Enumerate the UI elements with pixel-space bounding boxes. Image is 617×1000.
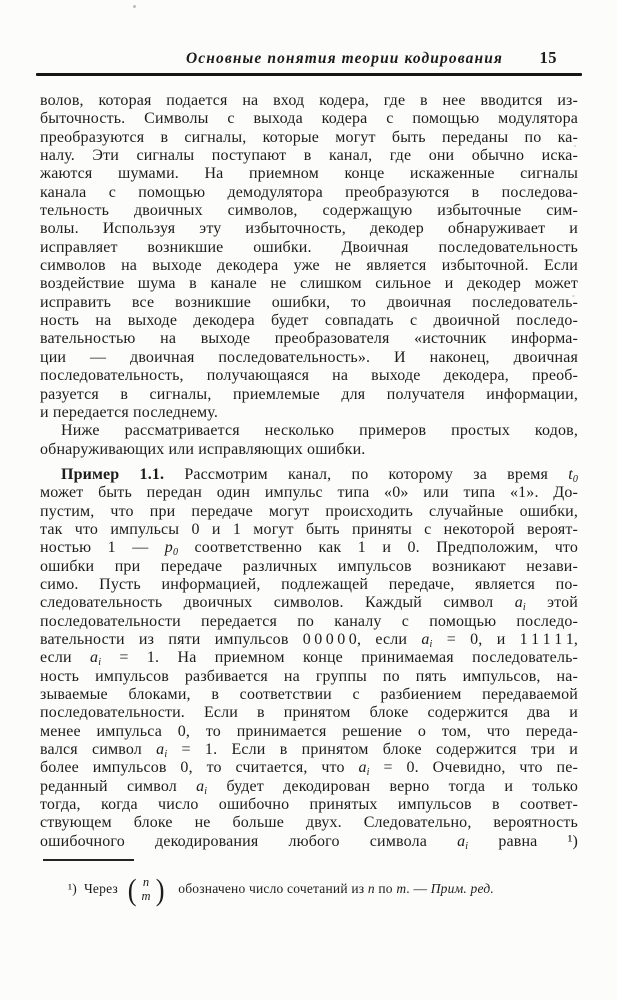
text-line: симо. Пусть информацией, подлежащей передаче, является по- xyxy=(40,575,578,593)
text-line: жаются шумами. На приемном конце искаженные сигналы xyxy=(40,165,578,183)
text-line: так что импульсы 0 и 1 могут быть приняты с некоторой вероят- xyxy=(40,520,578,538)
text-line: волы. Используя эту избыточность, декодер обнаруживает и xyxy=(40,220,578,238)
binomial-coefficient xyxy=(127,871,165,907)
text-line: вательности из пяти импульсов 0 0 0 0 0, если $a_i = 0$, и 1 1 1 1 1, xyxy=(40,630,578,650)
binomial-m: m xyxy=(141,889,151,903)
text-line: Пример 1.1. Рассмотрим канал, по которому за время $t_0$ xyxy=(61,465,578,485)
text-line: тогда, когда число ошибочно принятых импульсов в соответ- xyxy=(40,796,578,814)
text-line: канала с помощью демодулятора преобразуются в последова- xyxy=(40,183,578,201)
text-line: вался символ $a_i = 1$. Если в принятом блоке содержится три и xyxy=(40,741,578,761)
text-line: ностью 1 — $p_0$ соответственно как 1 и 0. Предположим, что xyxy=(40,539,578,559)
text-line: обнаруживающих или исправляющих ошибки. xyxy=(40,440,366,458)
text-line: ность на выходе декодера будет совпадать с двоичной последо- xyxy=(40,312,578,330)
binomial-fraction xyxy=(138,875,155,904)
text-line: ствующем блоке не больше двух. Следовательно, вероятность xyxy=(40,814,578,832)
footnote-text-segment: m xyxy=(396,881,407,896)
footnote-text-segment: Прим. ред. xyxy=(430,881,494,896)
text-line: может быть передан один импульс типа «0» или типа «1». До- xyxy=(40,484,578,502)
header-rule xyxy=(36,73,582,76)
footnote-rule xyxy=(43,859,134,861)
footnote xyxy=(40,868,578,910)
text-line: ность импульсов разбивается на группы по пять импульсов, на- xyxy=(40,667,578,685)
text-line: менее импульса 0, то принимается решение о том, что переда- xyxy=(40,722,578,740)
body-text xyxy=(40,92,578,851)
text-line: и передается последнему. xyxy=(40,403,218,421)
text-line: ции — двоичная последовательность». И наконец, двоичная xyxy=(40,348,578,366)
text-line: налу. Эти сигналы поступают в канал, где они обычно иска- xyxy=(40,147,578,165)
text-line: зываемые блоками, в соответствии с разбиением передаваемой xyxy=(40,686,578,703)
binomial-left-paren: ( xyxy=(127,871,137,907)
text-line: Ниже рассматривается несколько примеров простых кодов, xyxy=(61,422,578,440)
text-line: волов, которая подается на вход кодера, где в нее вводится из- xyxy=(40,92,578,109)
text-line: символов на выходе декодера уже не является избыточной. Если xyxy=(40,257,578,275)
text-line: разуется в сигналы, приемлемые для получателя информации, xyxy=(40,385,578,403)
text-line: реданный символ $a_i$ будет декодирован верно тогда и только xyxy=(40,777,578,797)
binomial-n: n xyxy=(142,874,150,889)
text-line: последовательность, получающаяся на выходе декодера, преоб- xyxy=(40,367,578,385)
chapter-title: Основные понятия теории кодирования xyxy=(185,50,504,67)
text-line: быточность. Символы с выхода кодера с помощью модулятора xyxy=(40,110,578,128)
text-line: вательностью на выходе преобразователя «источник информа- xyxy=(40,330,578,348)
text-line: ошибки при передаче различных импульсов возникают незави- xyxy=(40,557,578,575)
binomial-right-paren: ) xyxy=(155,871,165,907)
running-head xyxy=(0,0,617,80)
text-line: следовательность двоичных символов. Каждый символ $a_i$ этой xyxy=(40,594,578,614)
footnote-text xyxy=(178,881,494,897)
text-line: пустим, что при передаче могут происходить случайные ошибки, xyxy=(40,502,578,520)
text-line: более импульсов 0, то считается, что $a_i = 0$. Очевидно, что пе- xyxy=(40,759,578,779)
text-line: воздействие шума в канале не слишком сильное и декодер может xyxy=(40,275,578,293)
text-line: тельность двоичных символов, содержащую избыточные сим- xyxy=(40,202,578,220)
text-line: последовательности передается по каналу с помощью последо- xyxy=(40,612,578,630)
text-line: исправляет возникшие ошибки. Двоичная последовательность xyxy=(40,238,578,256)
footnote-text-segment: по xyxy=(374,881,397,896)
footnote-marker: ¹) xyxy=(68,881,77,896)
text-line: исправить все возникшие ошибки, то двоичная последователь- xyxy=(40,293,578,311)
text-line: ошибочного декодирования любого символа $a_i$ равна ¹) xyxy=(40,832,578,852)
footnote-text-segment: . — xyxy=(406,881,431,896)
footnote-text-segment: обозначено число сочетаний из xyxy=(178,881,368,896)
page-number: 15 xyxy=(539,48,557,67)
text-line: последовательности. Если в принятом блоке содержится два и xyxy=(40,704,578,722)
footnote-word: Через xyxy=(83,881,118,896)
text-line: преобразуются в сигналы, которые могут быть переданы по ка- xyxy=(40,128,578,146)
footnote-text-segment: n xyxy=(367,881,375,896)
text-line: если $a_i = 1$. На приемном конце принимаемая последователь- xyxy=(40,649,578,669)
